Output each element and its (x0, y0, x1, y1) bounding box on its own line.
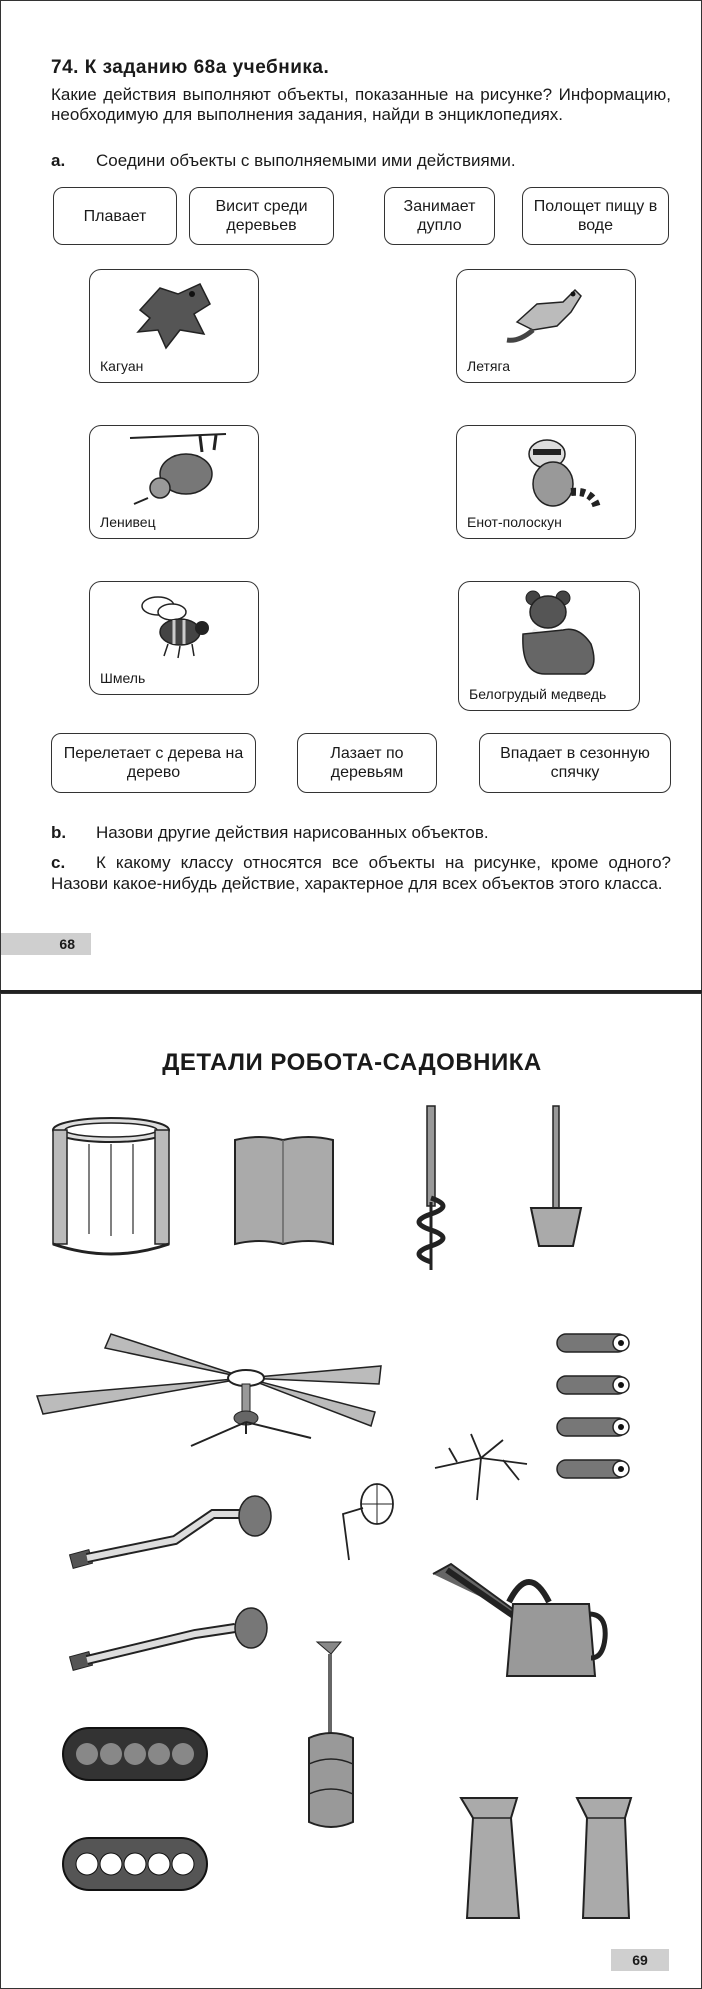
animal-card-raccoon[interactable] (456, 425, 636, 539)
page-title: ДЕТАЛИ РОБОТА-САДОВНИКА (162, 1049, 542, 1076)
item-a-text: Соедини объекты с выполняемыми ими действиями. (96, 151, 516, 170)
item-c (51, 852, 671, 894)
page-69 (0, 993, 702, 1989)
bear-icon (507, 588, 603, 678)
caterpillar-track-light-icon (61, 1834, 209, 1894)
watering-can-icon (429, 1554, 609, 1684)
animal-name: Летяга (467, 358, 511, 374)
sprinkler-column-icon (301, 1634, 381, 1834)
curved-panel-icon (229, 1132, 339, 1252)
colugo-icon (130, 280, 220, 352)
item-b (51, 822, 671, 843)
square-vase-right-icon (571, 1794, 641, 1924)
caterpillar-track-dark-icon (61, 1724, 209, 1784)
item-c-letter: c. (51, 853, 66, 872)
cylinder-frame-icon (41, 1114, 181, 1264)
page-number-69: 69 (611, 1949, 669, 1971)
action-box-swims[interactable]: Плавает (53, 187, 177, 245)
propeller-icon (31, 1314, 471, 1454)
item-a-letter: a. (51, 151, 66, 170)
flying-squirrel-icon (497, 282, 597, 350)
robot-arm-2-icon (65, 1594, 275, 1684)
item-c-text: К какому классу относятся все объекты на рисунке, кроме одного? Назови какое-нибудь действие, характерное для всех объектов этого класса. (51, 853, 671, 893)
animal-name: Енот-полоскун (467, 514, 562, 530)
animal-card-bumblebee[interactable] (89, 581, 259, 695)
bumblebee-icon (138, 594, 218, 660)
animal-card-flying-squirrel[interactable] (456, 269, 636, 383)
sloth-icon (120, 432, 230, 508)
exercise-intro: Какие действия выполняют объекты, показанные на рисунке? Информацию, необходимую для выполнения задания, найди в энциклопедиях. (51, 85, 671, 124)
animal-name: Шмель (100, 670, 146, 686)
drill-auger-icon (401, 1102, 461, 1272)
exercise-title: 74. К заданию 68а учебника. (51, 57, 330, 78)
action-box-occupies-hollow[interactable]: Занимает дупло (384, 187, 495, 245)
action-box-hibernates[interactable]: Впадает в сезонную спячку (479, 733, 671, 793)
item-a (51, 151, 516, 171)
action-box-climbs-trees[interactable]: Лазает по деревьям (297, 733, 437, 793)
animal-name: Белогрудый медведь (469, 686, 607, 702)
animal-card-moon-bear[interactable] (458, 581, 640, 711)
animal-name: Кагуан (100, 358, 144, 374)
action-box-hangs[interactable]: Висит среди деревьев (189, 187, 334, 245)
item-b-letter: b. (51, 823, 67, 842)
animal-name: Ленивец (100, 514, 156, 530)
page-68 (0, 0, 702, 991)
page-number-68: 68 (1, 933, 91, 955)
robot-arm-1-icon (65, 1490, 275, 1580)
stick-pot-icon (521, 1102, 591, 1252)
antenna-branches-icon (431, 1428, 531, 1504)
wire-dish-icon (333, 1474, 403, 1564)
item-b-text: Назови другие действия нарисованных объектов. (96, 823, 489, 842)
action-box-rinses-food[interactable]: Полощет пищу в воде (522, 187, 669, 245)
square-vase-left-icon (457, 1794, 527, 1924)
action-box-jumps-trees[interactable]: Перелетает с дерева на дерево (51, 733, 256, 793)
animal-card-kaguan[interactable] (89, 269, 259, 383)
raccoon-icon (517, 432, 609, 512)
roller-pipes-icon (553, 1330, 637, 1490)
animal-card-sloth[interactable] (89, 425, 259, 539)
